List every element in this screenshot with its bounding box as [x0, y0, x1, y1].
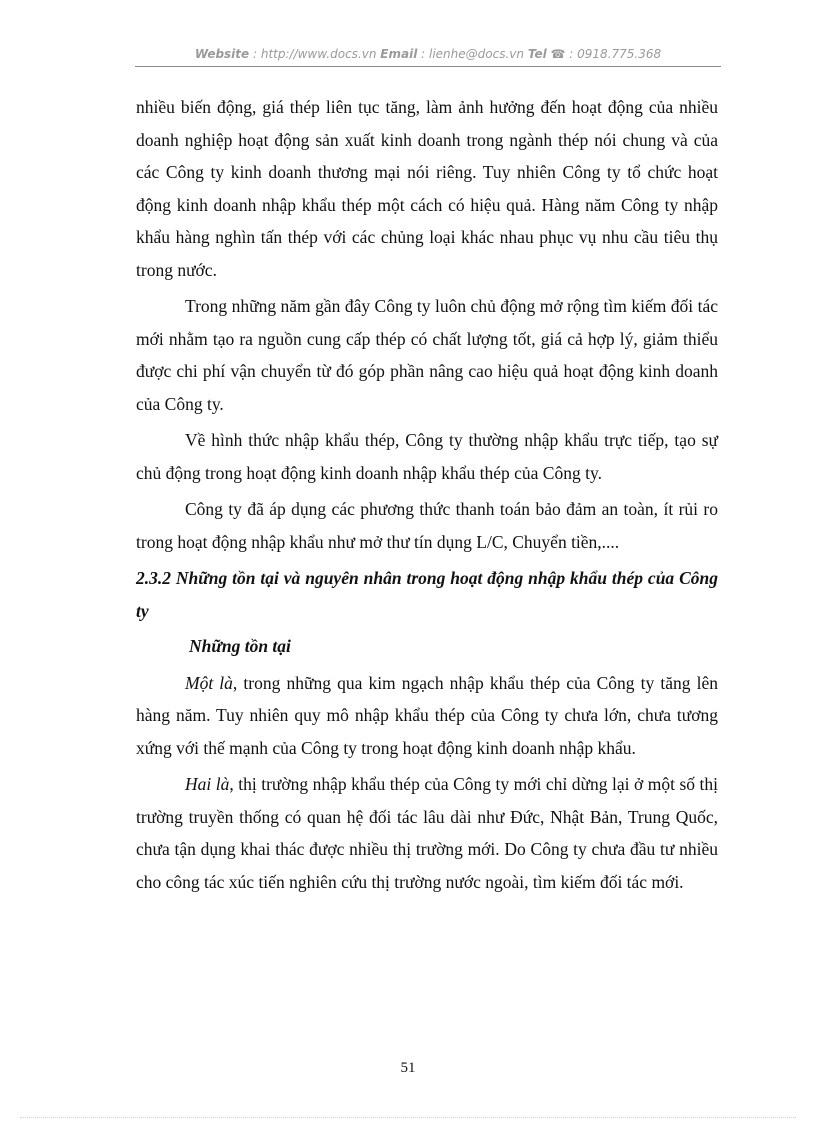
email-value: : lienhe@docs.vn	[421, 47, 524, 61]
paragraph-6	[136, 768, 718, 898]
paragraph-4: Công ty đã áp dụng các phương thức thanh toán bảo đảm an toàn, ít rủi ro trong hoạt động nhập khẩu như mở thư tín dụng L/C, Chuyển tiền,....	[136, 499, 718, 552]
page-header	[135, 47, 721, 61]
page-body	[136, 91, 718, 898]
paragraph-5-lead: Một là	[185, 672, 233, 693]
tel-value: ☎ : 0918.775.368	[550, 47, 662, 61]
subsection-heading: Những tồn tại	[189, 636, 291, 656]
website-label: Website	[194, 47, 250, 61]
email-label: Email	[380, 47, 418, 61]
paragraph-1: nhiều biến động, giá thép liên tục tăng, làm ảnh hưởng đến hoạt động của nhiều doanh nghiệp hoạt động sản xuất kinh doanh trong ngành thép nói chung và của các Công ty kinh doanh thương mại nói riêng. Tuy nhiên Công ty tổ chức hoạt động kinh doanh nhập khẩu thép một cách có hiệu quả. Hàng năm Công ty nhập khẩu hàng nghìn tấn thép với các chủng loại khác nhau phục vụ nhu cầu tiêu thụ trong nước.	[136, 97, 718, 280]
paragraph-6-text: , thị trường nhập khẩu thép của Công ty mới chỉ dừng lại ở một số thị trường truyền thống có quan hệ đối tác lâu dài như Đức, Nhật Bản, Trung Quốc, chưa tận dụng khai thác được nhiều thị trường mới. Do Công ty chưa đầu tư nhiều cho công tác xúc tiến nghiên cứu thị trường nước ngoài, tìm kiếm đối tác mới.	[136, 774, 718, 892]
website-value: : http://www.docs.vn	[253, 47, 377, 61]
paragraph-2: Trong những năm gần đây Công ty luôn chủ động mở rộng tìm kiếm đối tác mới nhằm tạo ra nguồn cung cấp thép có chất lượng tốt, giá cả hợp lý, giảm thiểu được chi phí vận chuyển từ đó góp phần nâng cao hiệu quả hoạt động kinh doanh của Công ty.	[136, 296, 718, 414]
paragraph-3: Về hình thức nhập khẩu thép, Công ty thường nhập khẩu trực tiếp, tạo sự chủ động trong hoạt động kinh doanh nhập khẩu thép của Công ty.	[136, 430, 718, 483]
tel-label: Tel	[527, 47, 547, 61]
section-heading: 2.3.2 Những tồn tại và nguyên nhân trong hoạt động nhập khẩu thép của Công ty	[136, 568, 718, 621]
paragraph-6-lead: Hai là	[185, 774, 230, 794]
header-divider	[135, 66, 721, 67]
paragraph-5-text: , trong những qua kim ngạch nhập khẩu thép của Công ty tăng lên hàng năm. Tuy nhiên quy mô nhập khẩu thép của Công ty chưa lớn, chưa tương xứng với thế mạnh của Công ty trong hoạt động kinh doanh nhập khẩu.	[136, 672, 718, 758]
footer-divider	[20, 1117, 796, 1118]
paragraph-5	[136, 667, 718, 765]
page-number: 51	[400, 1060, 416, 1076]
